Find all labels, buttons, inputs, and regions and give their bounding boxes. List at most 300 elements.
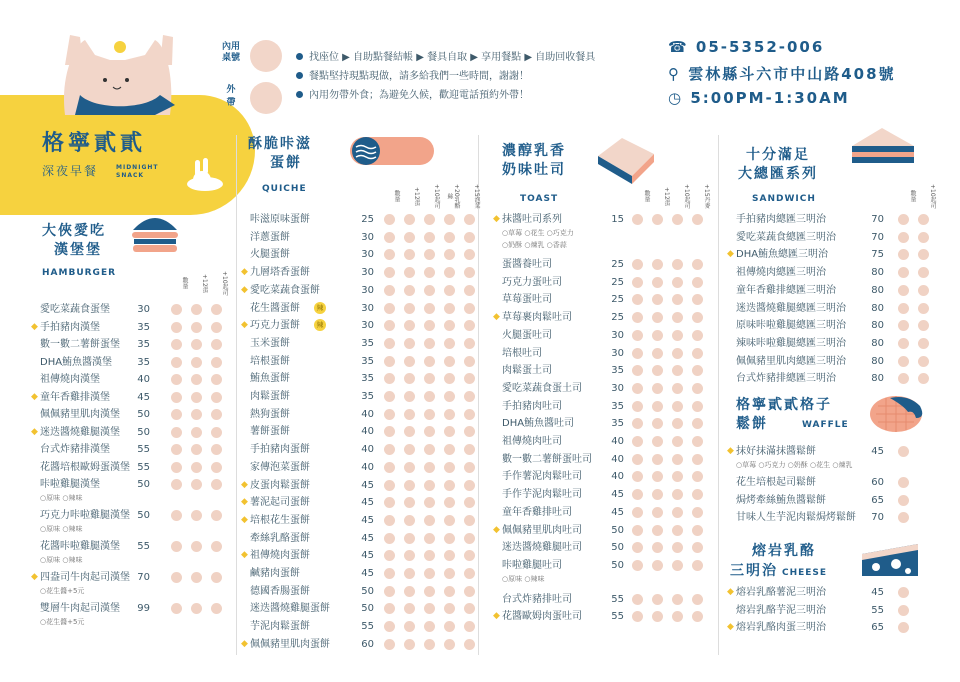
option-checkbox[interactable] [692,454,703,465]
option-checkbox[interactable] [384,533,395,544]
option-checkbox[interactable] [464,550,475,561]
option-checkbox[interactable] [464,409,475,420]
option-checkbox[interactable] [191,603,202,614]
option-checkbox[interactable] [444,515,455,526]
option-checkbox[interactable] [384,515,395,526]
option-checkbox[interactable] [171,603,182,614]
option-checkbox[interactable] [464,373,475,384]
option-checkbox[interactable] [652,560,663,571]
option-checkbox[interactable] [652,312,663,323]
option-checkbox[interactable] [384,409,395,420]
option-checkbox[interactable] [171,462,182,473]
option-checkbox[interactable] [898,232,909,243]
option-checkbox[interactable] [464,214,475,225]
option-checkbox[interactable] [652,611,663,622]
option-checkbox[interactable] [424,249,435,260]
option-checkbox[interactable] [424,515,435,526]
option-checkbox[interactable] [464,603,475,614]
option-checkbox[interactable] [424,214,435,225]
option-checkbox[interactable] [384,267,395,278]
option-checkbox[interactable] [404,303,415,314]
option-checkbox[interactable] [918,303,929,314]
option-checkbox[interactable] [632,383,643,394]
option-checkbox[interactable] [171,374,182,385]
option-checkbox[interactable] [404,391,415,402]
option-checkbox[interactable] [404,462,415,473]
option-checkbox[interactable] [424,303,435,314]
option-checkbox[interactable] [692,542,703,553]
option-checkbox[interactable] [898,622,909,633]
option-checkbox[interactable] [211,603,222,614]
option-checkbox[interactable] [424,550,435,561]
option-checkbox[interactable] [444,603,455,614]
option-checkbox[interactable] [464,533,475,544]
option-checkbox[interactable] [692,525,703,536]
option-checkbox[interactable] [444,639,455,650]
option-checkbox[interactable] [464,320,475,331]
option-checkbox[interactable] [464,267,475,278]
option-checkbox[interactable] [384,568,395,579]
option-checkbox[interactable] [424,232,435,243]
option-checkbox[interactable] [632,214,643,225]
option-checkbox[interactable] [404,586,415,597]
option-checkbox[interactable] [444,249,455,260]
option-checkbox[interactable] [652,277,663,288]
option-checkbox[interactable] [632,489,643,500]
option-checkbox[interactable] [464,444,475,455]
option-checkbox[interactable] [692,383,703,394]
option-checkbox[interactable] [191,339,202,350]
option-checkbox[interactable] [464,639,475,650]
option-checkbox[interactable] [692,594,703,605]
option-checkbox[interactable] [384,249,395,260]
option-checkbox[interactable] [424,356,435,367]
option-checkbox[interactable] [424,621,435,632]
option-checkbox[interactable] [384,391,395,402]
option-checkbox[interactable] [404,373,415,384]
option-checkbox[interactable] [211,357,222,368]
option-checkbox[interactable] [384,303,395,314]
option-checkbox[interactable] [384,480,395,491]
option-checkbox[interactable] [632,365,643,376]
option-checkbox[interactable] [384,497,395,508]
option-checkbox[interactable] [404,533,415,544]
option-checkbox[interactable] [424,409,435,420]
option-checkbox[interactable] [898,320,909,331]
option-checkbox[interactable] [692,560,703,571]
option-checkbox[interactable] [444,409,455,420]
option-checkbox[interactable] [424,426,435,437]
option-checkbox[interactable] [632,312,643,323]
option-checkbox[interactable] [211,572,222,583]
option-checkbox[interactable] [464,480,475,491]
option-checkbox[interactable] [191,304,202,315]
recommend-icon: ◆ [493,524,500,535]
option-checkbox[interactable] [384,373,395,384]
option-checkbox[interactable] [672,214,683,225]
option-checkbox[interactable] [632,525,643,536]
option-checkbox[interactable] [672,294,683,305]
option-checkbox[interactable] [464,497,475,508]
option-checkbox[interactable] [404,497,415,508]
option-checkbox[interactable] [444,391,455,402]
option-checkbox[interactable] [632,454,643,465]
option-checkbox[interactable] [191,374,202,385]
option-checkbox[interactable] [404,550,415,561]
option-checkbox[interactable] [464,232,475,243]
option-checkbox[interactable] [404,232,415,243]
option-checkbox[interactable] [464,621,475,632]
option-checkbox[interactable] [652,259,663,270]
option-checkbox[interactable] [692,365,703,376]
option-checkbox[interactable] [692,259,703,270]
option-checkbox[interactable] [918,232,929,243]
option-checkbox[interactable] [424,497,435,508]
option-checkbox[interactable] [632,401,643,412]
option-checkbox[interactable] [191,409,202,420]
option-checkbox[interactable] [918,285,929,296]
option-checkbox[interactable] [464,391,475,402]
option-checkbox[interactable] [652,401,663,412]
option-checkbox[interactable] [672,611,683,622]
option-checkbox[interactable] [444,373,455,384]
item-name: 祖傳燒肉吐司 [502,436,562,447]
option-checkbox[interactable] [444,480,455,491]
option-checkbox[interactable] [464,356,475,367]
option-checkbox[interactable] [632,611,643,622]
item-name: 德國香腸蛋餅 [250,585,310,597]
option-checkbox[interactable] [672,507,683,518]
option-checkbox[interactable] [384,621,395,632]
option-checkbox[interactable] [404,568,415,579]
option-checkbox[interactable] [384,550,395,561]
option-checkbox[interactable] [171,444,182,455]
option-checkbox[interactable] [464,249,475,260]
item-name: DHA鮪魚總匯三明治 [736,249,829,261]
option-checkbox[interactable] [632,436,643,447]
option-checkbox[interactable] [424,285,435,296]
option-checkbox[interactable] [632,294,643,305]
option-checkbox[interactable] [898,446,909,457]
option-checkbox[interactable] [211,541,222,552]
option-checkbox[interactable] [672,418,683,429]
option-checkbox[interactable] [672,471,683,482]
option-checkbox[interactable] [191,392,202,403]
item-name: 雙層牛肉起司漢堡 [40,602,120,614]
option-checkbox[interactable] [424,586,435,597]
option-checkbox[interactable] [424,603,435,614]
item-name: 佩佩豬里肌肉蛋餅 [250,638,330,650]
option-checkbox[interactable] [424,373,435,384]
option-checkbox[interactable] [444,550,455,561]
item-name: 迷迭醬燒雞腿吐司 [502,542,582,554]
option-checkbox[interactable] [692,471,703,482]
option-checkbox[interactable] [171,357,182,368]
option-checkbox[interactable] [404,338,415,349]
option-checkbox[interactable] [444,267,455,278]
option-checkbox[interactable] [918,320,929,331]
option-checkbox[interactable] [424,533,435,544]
option-checkbox[interactable] [404,603,415,614]
option-checkbox[interactable] [652,507,663,518]
option-checkbox[interactable] [444,586,455,597]
option-checkbox[interactable] [384,639,395,650]
option-checkbox[interactable] [444,426,455,437]
option-checkbox[interactable] [652,594,663,605]
option-checkbox[interactable] [692,401,703,412]
option-checkbox[interactable] [898,373,909,384]
option-checkbox[interactable] [384,232,395,243]
option-checkbox[interactable] [171,322,182,333]
option-checkbox[interactable] [211,304,222,315]
option-checkbox[interactable] [918,373,929,384]
option-checkbox[interactable] [898,587,909,598]
option-checkbox[interactable] [632,259,643,270]
option-checkbox[interactable] [672,312,683,323]
option-checkbox[interactable] [898,605,909,616]
option-checkbox[interactable] [464,285,475,296]
option-checkbox[interactable] [898,495,909,506]
option-checkbox[interactable] [404,409,415,420]
takeout-box[interactable] [250,82,282,114]
option-checkbox[interactable] [211,409,222,420]
option-checkbox[interactable] [632,471,643,482]
option-checkbox[interactable] [171,339,182,350]
option-checkbox[interactable] [672,348,683,359]
option-checkbox[interactable] [171,392,182,403]
option-checkbox[interactable] [424,391,435,402]
option-checkbox[interactable] [424,338,435,349]
option-checkbox[interactable] [464,303,475,314]
option-checkbox[interactable] [404,249,415,260]
quiche-en: QUICHE [262,184,307,194]
option-checkbox[interactable] [464,568,475,579]
option-checkbox[interactable] [898,477,909,488]
option-checkbox[interactable] [632,594,643,605]
option-checkbox[interactable] [404,356,415,367]
option-checkbox[interactable] [444,303,455,314]
option-checkbox[interactable] [404,621,415,632]
option-checkbox[interactable] [171,409,182,420]
option-checkbox[interactable] [191,462,202,473]
table-number-box[interactable] [250,40,282,72]
option-checkbox[interactable] [404,515,415,526]
option-checkbox[interactable] [632,560,643,571]
option-checkbox[interactable] [692,418,703,429]
option-checkbox[interactable] [632,507,643,518]
option-checkbox[interactable] [652,348,663,359]
option-checkbox[interactable] [404,480,415,491]
option-checkbox[interactable] [404,214,415,225]
option-checkbox[interactable] [384,285,395,296]
option-checkbox[interactable] [191,479,202,490]
option-checkbox[interactable] [404,639,415,650]
option-checkbox[interactable] [444,214,455,225]
option-checkbox[interactable] [632,330,643,341]
option-checkbox[interactable] [384,586,395,597]
option-checkbox[interactable] [444,285,455,296]
option-checkbox[interactable] [632,418,643,429]
option-checkbox[interactable] [652,525,663,536]
option-checkbox[interactable] [424,639,435,650]
option-checkbox[interactable] [652,418,663,429]
option-checkbox[interactable] [652,489,663,500]
option-checkbox[interactable] [464,462,475,473]
option-checkbox[interactable] [211,510,222,521]
option-checkbox[interactable] [672,401,683,412]
option-checkbox[interactable] [672,259,683,270]
option-checkbox[interactable] [444,497,455,508]
address: 雲林縣斗六市中山路408號 [688,65,896,83]
option-checkbox[interactable] [171,479,182,490]
option-checkbox[interactable] [424,462,435,473]
option-checkbox[interactable] [692,277,703,288]
option-checkbox[interactable] [384,462,395,473]
option-checkbox[interactable] [672,489,683,500]
option-checkbox[interactable] [424,568,435,579]
option-checkbox[interactable] [171,572,182,583]
phone-number[interactable]: 05-5352-006 [695,38,825,56]
option-checkbox[interactable] [384,444,395,455]
option-checkbox[interactable] [384,603,395,614]
option-checkbox[interactable] [211,444,222,455]
option-checkbox[interactable] [404,444,415,455]
option-checkbox[interactable] [672,454,683,465]
option-checkbox[interactable] [672,383,683,394]
option-checkbox[interactable] [464,515,475,526]
option-checkbox[interactable] [211,322,222,333]
option-checkbox[interactable] [211,339,222,350]
option-checkbox[interactable] [898,512,909,523]
option-checkbox[interactable] [424,480,435,491]
option-circles [898,285,938,296]
option-checkbox[interactable] [384,426,395,437]
option-checkbox[interactable] [424,267,435,278]
option-checkbox[interactable] [384,214,395,225]
option-checkbox[interactable] [444,462,455,473]
option-checkbox[interactable] [918,249,929,260]
option-checkbox[interactable] [672,365,683,376]
option-checkbox[interactable] [464,426,475,437]
option-checkbox[interactable] [384,320,395,331]
option-checkbox[interactable] [652,542,663,553]
option-checkbox[interactable] [404,285,415,296]
option-checkbox[interactable] [444,621,455,632]
option-checkbox[interactable] [444,232,455,243]
option-checkbox[interactable] [424,320,435,331]
option-checkbox[interactable] [191,510,202,521]
option-checkbox[interactable] [918,356,929,367]
option-checkbox[interactable] [692,507,703,518]
option-checkbox[interactable] [672,525,683,536]
option-checkbox[interactable] [918,338,929,349]
option-checkbox[interactable] [652,294,663,305]
option-checkbox[interactable] [424,444,435,455]
option-checkbox[interactable] [652,330,663,341]
option-checkbox[interactable] [384,338,395,349]
option-checkbox[interactable] [898,338,909,349]
option-checkbox[interactable] [211,462,222,473]
item-name: 祖傳燒肉漢堡 [40,374,100,385]
option-checkbox[interactable] [898,214,909,225]
option-checkbox[interactable] [652,454,663,465]
item-price: 50 [361,585,374,597]
option-checkbox[interactable] [692,611,703,622]
option-checkbox[interactable] [211,392,222,403]
option-checkbox[interactable] [444,568,455,579]
option-checkbox[interactable] [191,357,202,368]
option-checkbox[interactable] [211,479,222,490]
option-checkbox[interactable] [191,444,202,455]
option-checkbox[interactable] [464,338,475,349]
option-checkbox[interactable] [692,214,703,225]
option-checkbox[interactable] [918,214,929,225]
option-checkbox[interactable] [672,436,683,447]
option-circles [898,495,918,506]
option-checkbox[interactable] [384,356,395,367]
option-checkbox[interactable] [211,427,222,438]
option-checkbox[interactable] [672,330,683,341]
option-checkbox[interactable] [404,426,415,437]
option-checkbox[interactable] [692,294,703,305]
option-checkbox[interactable] [191,541,202,552]
option-checkbox[interactable] [652,365,663,376]
option-checkbox[interactable] [444,356,455,367]
option-checkbox[interactable] [692,330,703,341]
option-checkbox[interactable] [191,427,202,438]
option-checkbox[interactable] [652,436,663,447]
option-checkbox[interactable] [652,214,663,225]
option-checkbox[interactable] [898,356,909,367]
option-checkbox[interactable] [171,427,182,438]
option-circles [632,418,712,429]
option-checkbox[interactable] [632,542,643,553]
option-checkbox[interactable] [444,338,455,349]
option-checkbox[interactable] [632,348,643,359]
option-checkbox[interactable] [898,249,909,260]
option-checkbox[interactable] [444,320,455,331]
option-checkbox[interactable] [898,267,909,278]
col-header: 數量 [181,277,188,289]
option-checkbox[interactable] [692,312,703,323]
option-checkbox[interactable] [672,560,683,571]
option-checkbox[interactable] [632,277,643,288]
option-checkbox[interactable] [672,594,683,605]
option-checkbox[interactable] [672,542,683,553]
option-checkbox[interactable] [404,267,415,278]
option-checkbox[interactable] [404,320,415,331]
option-checkbox[interactable] [171,510,182,521]
option-checkbox[interactable] [211,374,222,385]
option-checkbox[interactable] [692,489,703,500]
cheese-title-2: 三明治 [730,563,778,579]
option-checkbox[interactable] [672,277,683,288]
option-checkbox[interactable] [464,586,475,597]
option-checkbox[interactable] [652,471,663,482]
option-checkbox[interactable] [692,348,703,359]
option-checkbox[interactable] [898,303,909,314]
option-checkbox[interactable] [444,444,455,455]
option-checkbox[interactable] [692,436,703,447]
option-checkbox[interactable] [171,304,182,315]
option-checkbox[interactable] [918,267,929,278]
option-checkbox[interactable] [171,541,182,552]
option-checkbox[interactable] [191,572,202,583]
option-checkbox[interactable] [652,383,663,394]
option-checkbox[interactable] [191,322,202,333]
option-checkbox[interactable] [444,533,455,544]
option-checkbox[interactable] [898,285,909,296]
